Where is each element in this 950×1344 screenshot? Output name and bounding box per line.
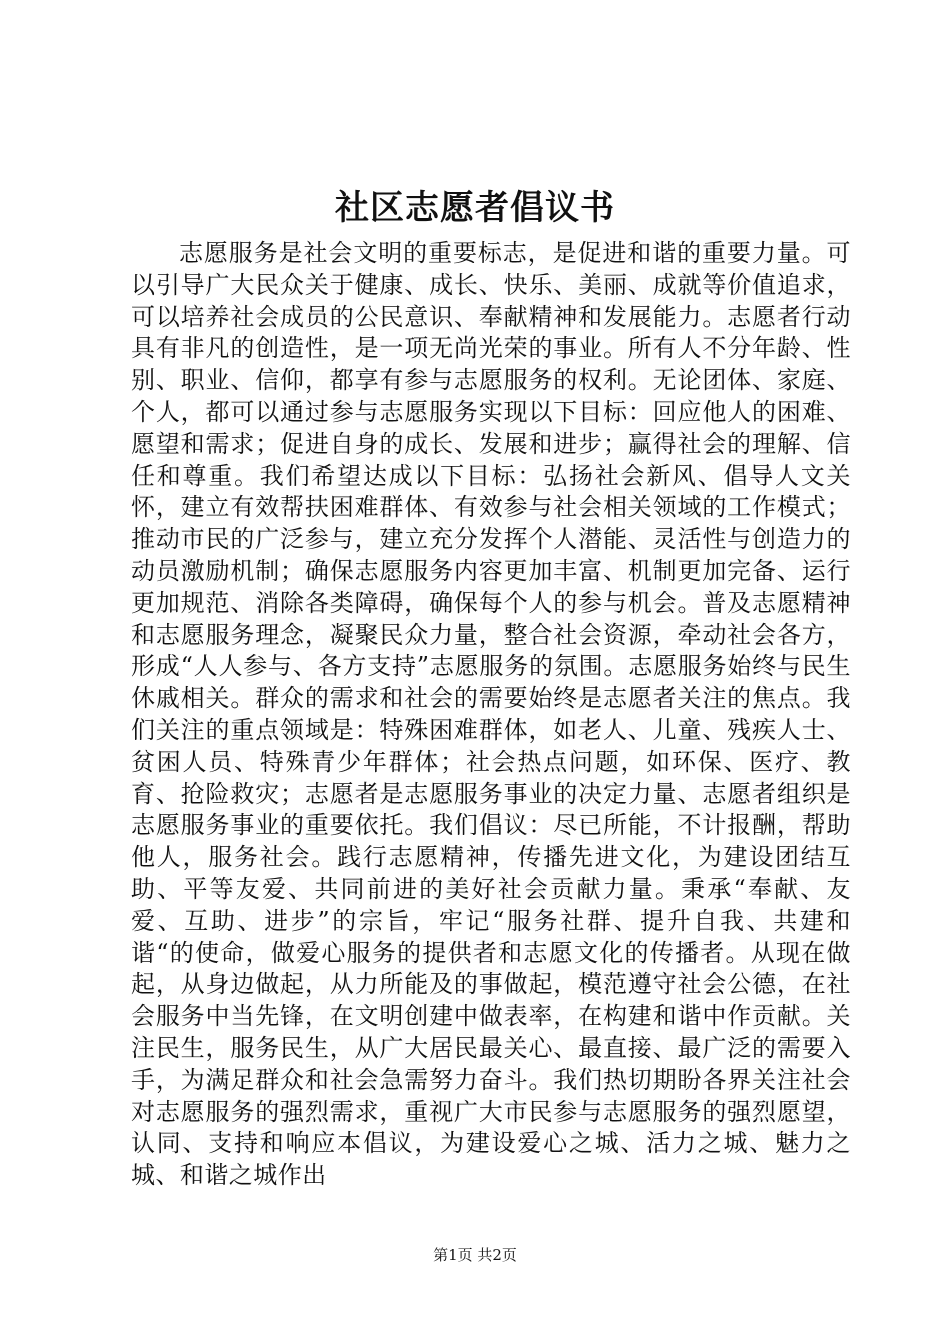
page-footer: 第1页 共2页 (433, 1246, 517, 1264)
document-body-paragraph: 志愿服务是社会文明的重要标志，是促进和谐的重要力量。可以引导广大民众关于健康、成长、快乐、美丽、成就等价值追求，可以培养社会成员的公民意识、奉献精神和发展能力。志愿者行动具有非凡的创造性，是一项无尚光荣的事业。所有人不分年龄、性别、职业、信仰，都享有参与志愿服务的权利。无论团体、家庭、个人，都可以通过参与志愿服务实现以下目标：回应他人的困难、愿望和需求；促进自身的成长、发展和进步；赢得社会的理解、信任和尊重。我们希望达成以下目标：弘扬社会新风、倡导人文关怀，建立有效帮扶困难群体、有效参与社会相关领域的工作模式；推动市民的广泛参与，建立充分发挥个人潜能、灵活性与创造力的动员激励机制；确保志愿服务内容更加丰富、机制更加完备、运行更加规范、消除各类障碍，确保每个人的参与机会。普及志愿精神和志愿服务理念，凝聚民众力量，整合社会资源，牵动社会各方，形成“人人参与、各方支持”志愿服务的氛围。志愿服务始终与民生休戚相关。群众的需求和社会的需要始终是志愿者关注的焦点。我们关注的重点领域是：特殊困难群体，如老人、儿童、残疾人士、贫困人员、特殊青少年群体；社会热点问题，如环保、医疗、教育、抢险救灾；志愿者是志愿服务事业的决定力量、志愿者组织是志愿服务事业的重要依托。我们倡议：尽已所能，不计报酬，帮助他人，服务社会。践行志愿精神，传播先进文化，为建设团结互助、平等友爱、共同前进的美好社会贡献力量。秉承“奉献、友爱、互助、进步”的宗旨，牢记“服务社群、提升自我、共建和谐“的使命，做爱心服务的提供者和志愿文化的传播者。从现在做起，从身边做起，从力所能及的事做起，模范遵守社会公德，在社会服务中当先锋，在文明创建中做表率，在构建和谐中作贡献。关注民生，服务民生，从广大居民最关心、最直接、最广泛的需要入手，为满足群众和社会急需努力奋斗。我们热切期盼各界关注社会对志愿服务的强烈需求，重视广大市民参与志愿服务的强烈愿望，认同、支持和响应本倡议，为建设爱心之城、活力之城、魅力之城、和谐之城作出 (131, 239, 851, 1190)
document-title: 社区志愿者倡议书 (335, 188, 615, 228)
